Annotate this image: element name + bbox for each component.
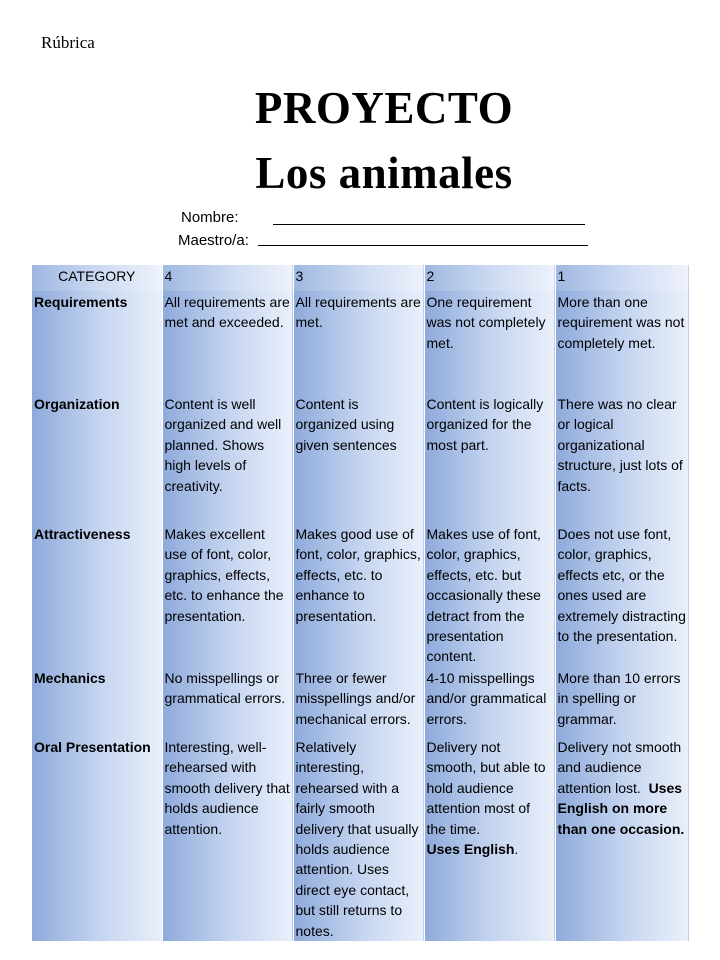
rubric-table [32, 265, 689, 941]
nombre-line [273, 224, 585, 225]
table-cell: More than one requirement was not completely met. [555, 291, 689, 393]
table-row [32, 667, 689, 736]
header-cell-1: 1 [555, 265, 689, 291]
table-row [32, 291, 689, 393]
row-label-mechanics: Mechanics [32, 667, 162, 736]
table-cell: No misspellings or grammatical errors. [162, 667, 293, 736]
header-cell-2: 2 [424, 265, 555, 291]
nombre-label: Nombre: [181, 209, 239, 226]
uses-english-note: Uses English on more than one occasion. [557, 779, 685, 837]
table-cell: Makes excellent use of font, color, graphics, effects, etc. to enhance the presentation. [162, 523, 293, 667]
page-title: PROYECTO [254, 83, 514, 133]
row-label-attractiveness: Attractiveness [32, 523, 162, 667]
table-cell: Interesting, well-rehearsed with smooth delivery that holds audience attention. [162, 736, 293, 941]
row-label-oral-presentation: Oral Presentation [32, 736, 162, 941]
row-label-organization: Organization [32, 393, 162, 523]
cell-text-tail: . [514, 841, 519, 858]
table-row [32, 736, 689, 941]
table-cell: All requirements are met and exceeded. [162, 291, 293, 393]
table-cell: Does not use font, color, graphics, effects etc, or the ones used are extremely distracting to the presentation. [555, 523, 689, 667]
table-cell: Content is logically organized for the most part. [424, 393, 555, 523]
cell-text: Delivery not smooth, but able to hold audience attention most of the time. [426, 739, 546, 837]
cell-text: Delivery not smooth and audience attention lost. [557, 739, 682, 796]
table-cell: Content is organized using given sentences [293, 393, 424, 523]
table-cell: Relatively interesting, rehearsed with a fairly smooth delivery that usually holds audience attention. Uses direct eye contact, but still returns to notes. [293, 736, 424, 941]
header-cell-3: 3 [293, 265, 424, 291]
maestro-line [258, 245, 588, 246]
header-cell-category: CATEGORY [32, 265, 162, 291]
table-header-row [32, 265, 689, 291]
header-cell-4: 4 [162, 265, 293, 291]
table-row [32, 523, 689, 667]
table-cell: 4-10 misspellings and/or grammatical errors. [424, 667, 555, 736]
uses-english-note: Uses English [426, 841, 515, 858]
table-cell: There was no clear or logical organizational structure, just lots of facts. [555, 393, 689, 523]
table-cell: Content is well organized and well planned. Shows high levels of creativity. [162, 393, 293, 523]
table-cell: All requirements are met. [293, 291, 424, 393]
table-cell: Makes use of font, color, graphics, effects, etc. but occasionally these detract from the presentation content. [424, 523, 555, 667]
row-label-requirements: Requirements [32, 291, 162, 393]
table-cell [555, 736, 689, 941]
page-subtitle: Los animales [255, 148, 513, 198]
table-cell: Three or fewer misspellings and/or mechanical errors. [293, 667, 424, 736]
table-cell [424, 736, 555, 941]
table-cell: One requirement was not completely met. [424, 291, 555, 393]
rubrica-label: Rúbrica [41, 33, 95, 52]
table-row [32, 393, 689, 523]
table-cell: More than 10 errors in spelling or grammar. [555, 667, 689, 736]
table-cell: Makes good use of font, color, graphics, effects, etc. to enhance to presentation. [293, 523, 424, 667]
maestro-label: Maestro/a: [178, 232, 249, 249]
